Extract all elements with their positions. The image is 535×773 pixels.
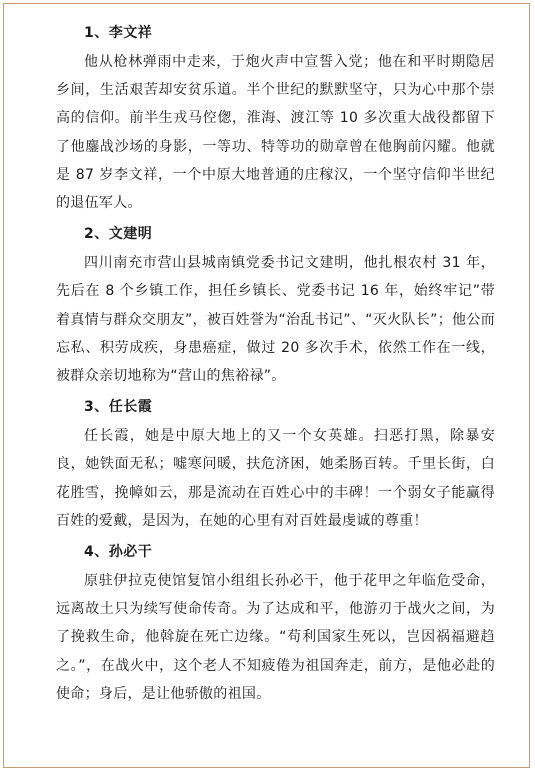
section-paragraph: 任长霞，她是中原大地上的又一个女英雄。扫恶打黑，除暴安良，她铁面无私；嘘寒问暖，扶危济困，她柔肠百转。千里长街，白花胜雪，挽幛如云，那是流动在百姓心中的丰碑！一个弱女子能赢得百姓的爱戴，是因为，在她的心里有对百姓最虔诚的尊重！ — [56, 428, 495, 529]
section-heading: 1、李文祥 — [84, 25, 153, 41]
document-frame — [3, 3, 530, 768]
section-paragraph: 他从枪林弹雨中走来，于炮火声中宣誓入党；他在和平时期隐居乡间，生活艰苦却安贫乐道。半个世纪的默默坚守，只为心中那个崇高的信仰。前半生戎马倥偬，淮海、渡江等 10 多次重大战役都留下了他鏖战沙场的身影，一等功、特等功的勋章曾在他胸前闪耀。他就是 87 岁李文祥，一个中原大地普通的庄稼汉，一个坚守信仰半世纪的退伍军人。 — [56, 54, 495, 212]
section-ren-changxia — [56, 394, 495, 535]
section-li-wenxiang — [56, 20, 495, 217]
section-heading: 4、孙必干 — [84, 544, 153, 561]
section-wen-jianming — [56, 221, 495, 390]
section-heading: 2、文建明 — [84, 226, 153, 243]
section-sun-bigan — [56, 539, 495, 708]
section-paragraph: 四川南充市营山县城南镇党委书记文建明，他扎根农村 31 年，先后在 8 个乡镇工作，担任乡镇长、党委书记 16 年，始终牢记”带着真情与群众交朋友”，被百姓誉为“治乱书记”、“灭火队长”；他公而忘私、积劳成疾，身患癌症，做过 20 多次手术，依然工作在一线，被群众亲切地称为“营山的焦裕禄”。 — [56, 255, 495, 385]
section-heading: 3、任长霞 — [84, 399, 153, 416]
section-paragraph: 原驻伊拉克使馆复馆小组组长孙必干，他于花甲之年临危受命，远离故土只为续写使命传奇。为了达成和平，他游刃于战火之间，为了挽救生命，他斡旋在死亡边缘。“苟利国家生死以，岂因祸福避趋之。”，在战火中，这个老人不知疲倦为祖国奔走，前方，是他必赴的使命；身后，是让他骄傲的祖国。 — [56, 573, 495, 702]
